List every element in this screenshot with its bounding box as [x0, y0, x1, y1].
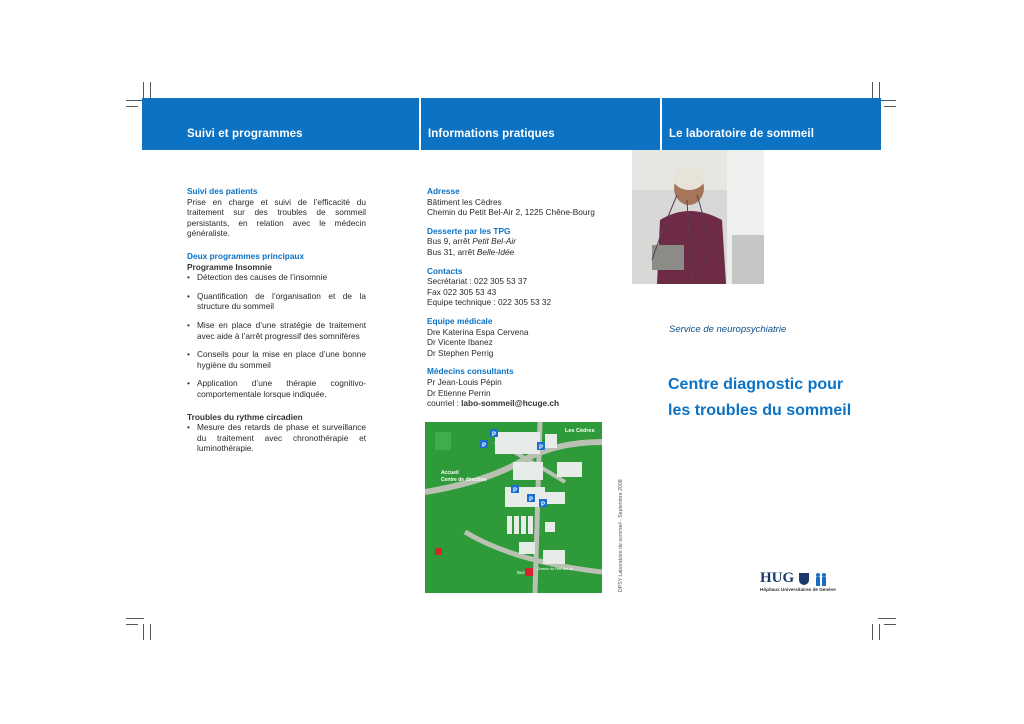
insomnie-list: [187, 272, 366, 399]
parking-label: P: [529, 497, 534, 503]
photo-electrodes-cap: [673, 166, 705, 190]
equipe-member: Dr Vicente Ibanez: [427, 337, 493, 348]
adresse-title: Adresse: [427, 186, 460, 196]
adresse-line: Bâtiment les Cèdres: [427, 196, 502, 207]
contacts-title: Contacts: [427, 265, 463, 276]
tpg-prefix: Bus 31, arrêt: [427, 246, 477, 257]
map-building: [521, 516, 526, 534]
title-line: Centre diagnostic pour: [668, 376, 844, 393]
tpg-line: [427, 236, 617, 247]
bus-icon: [435, 548, 442, 555]
map-label-cedres: Les Cèdres: [565, 428, 595, 434]
site-map: [425, 422, 602, 593]
list-item: • Application d’une thérapie cognitivo-comportementale lorsque indiquée.: [187, 378, 366, 399]
title-line: les troubles du sommeil: [668, 402, 852, 419]
panel-title-infos: Informations pratiques: [428, 128, 555, 140]
list-item: • Conseils pour la mise en place d’une bonne hygiène du sommeil: [187, 349, 366, 370]
equipe-member: Dre Katerina Espa Cervena: [427, 326, 529, 337]
consultant-member: Dr Etienne Perrin: [427, 387, 491, 398]
patient-photo: [632, 150, 764, 284]
map-building: [519, 542, 535, 554]
people-icon: [814, 572, 828, 586]
logo-text: HUG: [760, 570, 795, 586]
equipe-title: Equipe médicale: [427, 315, 493, 326]
map-building: [495, 432, 540, 454]
crop-mark: [143, 82, 144, 98]
tpg-prefix: Bus 9, arrêt: [427, 236, 473, 247]
crop-mark: [143, 624, 144, 640]
map-lawn: [435, 432, 451, 450]
map-label-stop: Chemin du Petit Bel-Air: [537, 567, 574, 571]
shield-icon: [798, 572, 810, 586]
parking-label: P: [492, 432, 497, 438]
crop-mark: [884, 106, 896, 107]
tpg-title: Desserte par les TPG: [427, 225, 511, 236]
tpg-line: [427, 247, 617, 258]
programmes-title: Deux programmes principaux: [187, 250, 305, 261]
map-building: [513, 462, 543, 480]
header-band-left: [142, 98, 419, 150]
crop-mark: [872, 82, 873, 98]
insomnie-title: Programme Insomnie: [187, 261, 272, 272]
panel-title-suivi: Suivi et programmes: [187, 128, 303, 140]
left-column: [187, 186, 366, 462]
equipe-member: Dr Stephen Perrig: [427, 347, 494, 358]
brochure-title: [668, 372, 851, 424]
rythme-list: [187, 422, 366, 454]
email-link[interactable]: labo-sommeil@hcuge.ch: [461, 398, 560, 409]
header-band-middle: [421, 98, 660, 150]
parking-label: P: [539, 445, 544, 451]
panel-title-labo: Le laboratoire de sommeil: [669, 128, 815, 140]
crop-mark: [126, 624, 138, 625]
consultants-title: Médecins consultants: [427, 366, 514, 377]
crop-mark: [872, 624, 873, 640]
crop-mark: [126, 106, 138, 107]
parking-label: P: [541, 502, 546, 508]
crop-mark: [150, 624, 151, 640]
logo-subtitle: Hôpitaux Universitaires de Genève: [760, 587, 836, 592]
service-name: Service de neuropsychiatrie: [669, 324, 787, 335]
crop-mark: [879, 624, 880, 640]
suivi-text: Prise en charge et suivi de l’efficacité du traitement sur des troubles de sommeil persistants, en relation avec le médecin généraliste.: [187, 196, 366, 239]
map-building: [528, 516, 533, 534]
parking-label: P: [513, 488, 518, 494]
consultant-member: Pr Jean-Louis Pépin: [427, 376, 502, 387]
list-item: • Mise en place d’une stratégie de traitement avec aide à l’arrêt progressif des somnifères: [187, 320, 366, 341]
map-building: [514, 516, 519, 534]
adresse-line: Chemin du Petit Bel-Air 2, 1225 Chêne-Bourg: [427, 207, 595, 218]
photo-equipment: [732, 235, 764, 284]
map-building: [545, 492, 565, 504]
hug-logo: [760, 570, 836, 592]
contact-fax: Fax 022 305 53 43: [427, 286, 497, 297]
map-label-direction: Centre de direction: [441, 477, 487, 483]
crop-mark: [884, 624, 896, 625]
map-building: [543, 550, 565, 564]
map-label-accueil: Accueil: [441, 470, 459, 476]
map-building: [545, 434, 557, 448]
tpg-stop: Belle-Idée: [476, 246, 515, 257]
map-building: [545, 522, 555, 532]
list-item: • Quantification de l’organisation et de la structure du sommeil: [187, 291, 366, 312]
suivi-title: Suivi des patients: [187, 186, 258, 196]
header-band-right: [662, 98, 881, 150]
map-building: [557, 462, 582, 477]
parking-label: P: [482, 443, 487, 449]
crop-mark: [126, 618, 144, 619]
crop-mark: [150, 82, 151, 98]
tpg-stop: Petit Bel-Air: [472, 236, 517, 247]
photo-folder: [652, 245, 684, 270]
contact-secretariat: Secrétariat : 022 305 53 37: [427, 276, 528, 287]
contact-tech: Equipe technique : 022 305 53 32: [427, 297, 552, 308]
courriel-label: courriel :: [427, 398, 462, 409]
middle-column: [427, 186, 617, 417]
rythme-title: Troubles du rythme circadien: [187, 411, 303, 422]
vertical-note: DPSY Laboratoire de sommeil - Septembre 2008: [618, 479, 624, 592]
list-item: • Détection des causes de l’insomnie: [187, 272, 366, 283]
crop-mark: [879, 82, 880, 98]
map-label-bus: Bus: [517, 570, 525, 575]
crop-mark: [878, 618, 896, 619]
map-building: [507, 516, 512, 534]
list-item: • Mesure des retards de phase et surveillance du traitement avec chronothérapie et luminothérapie.: [187, 422, 366, 454]
bus-icon: [525, 568, 533, 576]
